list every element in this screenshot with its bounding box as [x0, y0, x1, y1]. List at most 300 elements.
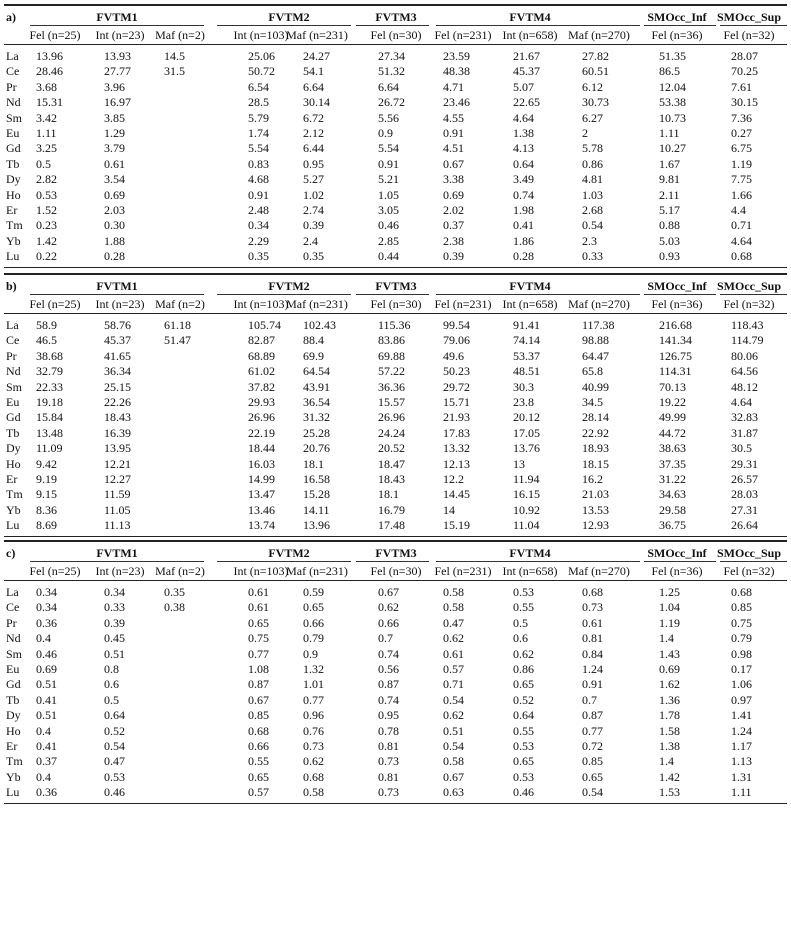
table-cell: 1.42 — [659, 769, 680, 784]
group-header: FVTM3 — [375, 546, 417, 560]
table-cell: 11.05 — [104, 502, 131, 517]
element-label: Gd — [6, 410, 21, 425]
table-cell: 0.37 — [36, 754, 57, 769]
table-cell: 7.75 — [731, 172, 752, 187]
table-cell: 3.96 — [104, 79, 125, 94]
table-cell: 1.52 — [36, 203, 57, 217]
table-cell: 0.83 — [248, 156, 269, 171]
table-cell: 31.22 — [659, 472, 686, 486]
table-cell: 18.15 — [582, 456, 609, 471]
table-cell: 98.88 — [582, 333, 609, 348]
table-cell: 16.03 — [248, 456, 275, 471]
table-cell: 18.47 — [378, 456, 405, 471]
table-cell: 0.68 — [248, 723, 269, 738]
table-cell: 37.82 — [248, 379, 275, 394]
table-cell: 13.96 — [303, 518, 330, 533]
table-cell: 0.53 — [36, 187, 57, 202]
group-header: FVTM1 — [96, 10, 138, 24]
column-subheader: Fel (n=25) — [29, 564, 81, 578]
table-cell: 0.77 — [248, 646, 269, 661]
table-cell: 0.62 — [303, 754, 324, 769]
element-label: Yb — [6, 769, 21, 784]
table-cell: 20.12 — [513, 410, 540, 425]
table-cell: 1.01 — [303, 677, 324, 692]
column-subheader: Int (n=103) — [233, 564, 289, 578]
table-cell: 0.61 — [248, 585, 269, 599]
element-label: Eu — [6, 662, 20, 676]
table-cell: 18.44 — [248, 441, 275, 456]
table-cell: 0.36 — [36, 615, 57, 630]
table-cell: 65.8 — [582, 364, 603, 379]
table-cell: 64.47 — [582, 348, 609, 363]
table-cell: 0.30 — [104, 218, 125, 233]
table-cell: 6.27 — [582, 110, 603, 125]
table-cell: 4.68 — [248, 172, 269, 187]
table-cell: 51.35 — [659, 49, 686, 63]
column-subheader: Int (n=658) — [502, 297, 558, 311]
table-cell: 1.78 — [659, 708, 680, 723]
table-cell: 61.02 — [248, 364, 275, 379]
table-cell: 2.82 — [36, 172, 57, 187]
table-cell: 74.14 — [513, 333, 540, 348]
table-cell: 0.64 — [513, 708, 534, 723]
table-cell: 0.68 — [582, 585, 603, 599]
table-cell: 118.43 — [731, 318, 764, 332]
table-cell: 9.19 — [36, 472, 57, 486]
table-cell: 20.52 — [378, 441, 405, 456]
table-cell: 14.99 — [248, 472, 275, 486]
table-cell: 0.5 — [104, 692, 119, 707]
table-cell: 3.05 — [378, 203, 399, 217]
table-cell: 45.37 — [104, 333, 131, 348]
table-cell: 0.51 — [36, 708, 57, 723]
table-cell: 0.74 — [378, 692, 399, 707]
table-cell: 0.66 — [248, 739, 269, 753]
table-cell: 0.67 — [443, 769, 464, 784]
table-cell: 0.95 — [378, 708, 399, 723]
table-panel-a — [4, 4, 787, 273]
table-cell: 0.52 — [513, 692, 534, 707]
table-cell: 0.54 — [582, 785, 603, 800]
group-underline — [217, 25, 351, 26]
table-cell: 0.34 — [36, 600, 57, 615]
table-cell: 0.65 — [303, 600, 324, 615]
table-cell: 0.46 — [104, 785, 125, 800]
table-cell: 64.56 — [731, 364, 758, 379]
table-cell: 14.5 — [164, 49, 185, 63]
group-underline — [356, 25, 429, 26]
table-cell: 30.14 — [303, 95, 330, 110]
table-cell: 0.73 — [378, 785, 399, 800]
column-subheader: Fel (n=30) — [370, 297, 422, 311]
column-subheader: Maf (n=2) — [155, 297, 205, 311]
table-cell: 0.65 — [582, 769, 603, 784]
table-cell: 3.68 — [36, 79, 57, 94]
table-cell: 22.92 — [582, 425, 609, 440]
column-subheader: Fel (n=25) — [29, 297, 81, 311]
table-cell: 0.67 — [248, 692, 269, 707]
table-cell: 0.81 — [378, 769, 399, 784]
panel-label: a) — [6, 10, 16, 24]
table-cell: 0.33 — [582, 249, 603, 264]
element-label: Dy — [6, 708, 21, 723]
table-cell: 0.58 — [443, 600, 464, 615]
table-cell: 32.83 — [731, 410, 758, 425]
table-cell: 0.65 — [248, 769, 269, 784]
table-cell: 12.2 — [443, 472, 464, 486]
table-cell: 36.34 — [104, 364, 131, 379]
element-label: Pr — [6, 79, 17, 94]
table-cell: 0.73 — [582, 600, 603, 615]
table-cell: 0.54 — [104, 739, 125, 753]
table-cell: 2.3 — [582, 233, 597, 248]
table-cell: 1.05 — [378, 187, 399, 202]
table-cell: 1.74 — [248, 126, 269, 140]
group-header: FVTM2 — [268, 546, 310, 560]
table-cell: 1.88 — [104, 233, 125, 248]
table-cell: 80.06 — [731, 348, 758, 363]
table-cell: 0.59 — [303, 585, 324, 599]
table-cell: 0.38 — [164, 600, 185, 615]
table-cell: 17.05 — [513, 425, 540, 440]
table-cell: 0.53 — [104, 769, 125, 784]
group-underline — [644, 561, 716, 562]
table-cell: 0.7 — [582, 692, 597, 707]
table-cell: 126.75 — [659, 348, 692, 363]
table-cell: 31.32 — [303, 410, 330, 425]
element-label: Nd — [6, 631, 21, 646]
table-cell: 2.29 — [248, 233, 269, 248]
panel-label: b) — [6, 279, 17, 293]
table-cell: 6.44 — [303, 141, 324, 156]
group-header: FVTM1 — [96, 546, 138, 560]
table-cell: 1.11 — [659, 126, 680, 140]
table-cell: 0.35 — [303, 249, 324, 264]
table-cell: 0.61 — [248, 600, 269, 615]
table-cell: 48.51 — [513, 364, 540, 379]
table-cell: 0.65 — [513, 754, 534, 769]
table-cell: 1.06 — [731, 677, 752, 692]
table-cell: 0.34 — [36, 585, 57, 599]
table-cell: 21.03 — [582, 487, 609, 502]
table-cell: 16.97 — [104, 95, 131, 110]
table-cell: 26.72 — [378, 95, 405, 110]
table-cell: 69.88 — [378, 348, 405, 363]
column-subheader: Int (n=103) — [233, 28, 289, 42]
table-cell: 16.2 — [582, 472, 603, 486]
column-subheader: Maf (n=2) — [155, 28, 205, 42]
table-cell: 0.35 — [248, 249, 269, 264]
element-label: Eu — [6, 395, 20, 409]
table-cell: 69.9 — [303, 348, 324, 363]
table-cell: 3.42 — [36, 110, 57, 125]
column-subheader: Int (n=23) — [95, 297, 145, 311]
table-cell: 0.85 — [582, 754, 603, 769]
group-underline — [436, 25, 640, 26]
element-label: Tb — [6, 425, 20, 440]
table-cell: 216.68 — [659, 318, 692, 332]
table-cell: 31.87 — [731, 425, 758, 440]
table-cell: 0.58 — [303, 785, 324, 800]
table-cell: 0.91 — [582, 677, 603, 692]
table-cell: 1.42 — [36, 233, 57, 248]
table-cell: 6.64 — [303, 79, 324, 94]
table-cell: 51.32 — [378, 64, 405, 79]
column-subheader: Fel (n=32) — [723, 28, 775, 42]
table-cell: 0.74 — [378, 646, 399, 661]
element-label: Pr — [6, 348, 17, 363]
table-cell: 0.68 — [731, 249, 752, 264]
table-cell: 53.38 — [659, 95, 686, 110]
table-cell: 28.07 — [731, 49, 758, 63]
table-cell: 0.55 — [513, 600, 534, 615]
table-cell: 0.73 — [378, 754, 399, 769]
table-cell: 1.62 — [659, 677, 680, 692]
group-underline — [356, 294, 429, 295]
table-cell: 99.54 — [443, 318, 470, 332]
table-cell: 0.55 — [513, 723, 534, 738]
table-cell: 0.62 — [443, 708, 464, 723]
table-cell: 7.36 — [731, 110, 752, 125]
table-cell: 38.63 — [659, 441, 686, 456]
table-cell: 1.24 — [731, 723, 752, 738]
table-cell: 17.48 — [378, 518, 405, 533]
element-label: Pr — [6, 615, 17, 630]
table-cell: 141.34 — [659, 333, 692, 348]
element-label: Sm — [6, 110, 23, 125]
table-cell: 1.4 — [659, 754, 674, 769]
table-cell: 0.22 — [36, 249, 57, 264]
table-cell: 48.12 — [731, 379, 758, 394]
table-cell: 0.87 — [378, 677, 399, 692]
element-label: Tm — [6, 487, 23, 502]
table-cell: 21.93 — [443, 410, 470, 425]
column-subheader: Fel (n=36) — [651, 564, 703, 578]
table-cell: 0.77 — [582, 723, 603, 738]
table-cell: 86.5 — [659, 64, 680, 79]
table-cell: 0.47 — [443, 615, 464, 630]
table-panel-c — [4, 540, 787, 809]
table-cell: 0.33 — [104, 600, 125, 615]
element-label: Er — [6, 739, 18, 753]
group-header: SMOcc_Sup — [716, 279, 781, 293]
table-cell: 18.1 — [378, 487, 399, 502]
table-cell: 0.78 — [378, 723, 399, 738]
table-cell: 22.26 — [104, 395, 131, 409]
table-cell: 45.37 — [513, 64, 540, 79]
table-cell: 1.4 — [659, 631, 674, 646]
table-cell: 2.03 — [104, 203, 125, 217]
table-cell: 24.27 — [303, 49, 330, 63]
column-subheader: Maf (n=270) — [568, 28, 630, 42]
table-cell: 15.28 — [303, 487, 330, 502]
table-cell: 26.57 — [731, 472, 758, 486]
table-cell: 44.72 — [659, 425, 686, 440]
table-cell: 1.11 — [731, 785, 752, 800]
table-cell: 13 — [513, 456, 525, 471]
table-cell: 1.17 — [731, 739, 752, 753]
column-subheader: Fel (n=30) — [370, 28, 422, 42]
table-cell: 9.15 — [36, 487, 57, 502]
table-cell: 1.38 — [659, 739, 680, 753]
table-cell: 0.85 — [731, 600, 752, 615]
table-cell: 0.23 — [36, 218, 57, 233]
group-header: SMOcc_Sup — [716, 10, 781, 24]
table-cell: 7.61 — [731, 79, 752, 94]
table-cell: 0.66 — [303, 615, 324, 630]
table-cell: 0.4 — [36, 631, 51, 646]
column-subheader: Maf (n=231) — [286, 564, 348, 578]
table-cell: 30.5 — [731, 441, 752, 456]
table-cell: 12.93 — [582, 518, 609, 533]
table-cell: 0.47 — [104, 754, 125, 769]
table-cell: 29.58 — [659, 502, 686, 517]
table-cell: 4.64 — [731, 395, 752, 409]
table-cell: 30.15 — [731, 95, 758, 110]
table-cell: 70.13 — [659, 379, 686, 394]
table-cell: 4.64 — [731, 233, 752, 248]
element-label: La — [6, 318, 19, 332]
table-cell: 22.19 — [248, 425, 275, 440]
table-cell: 4.64 — [513, 110, 534, 125]
table-cell: 2.12 — [303, 126, 324, 140]
table-cell: 0.28 — [513, 249, 534, 264]
group-underline — [30, 25, 204, 26]
group-header: FVTM4 — [509, 10, 551, 24]
table-cell: 30.73 — [582, 95, 609, 110]
table-cell: 36.54 — [303, 395, 330, 409]
table-cell: 16.39 — [104, 425, 131, 440]
table-cell: 0.53 — [513, 769, 534, 784]
element-label: Gd — [6, 677, 21, 692]
table-cell: 0.36 — [36, 785, 57, 800]
table-cell: 3.54 — [104, 172, 125, 187]
table-cell: 4.51 — [443, 141, 464, 156]
table-cell: 13.96 — [36, 49, 63, 63]
element-label: Er — [6, 472, 18, 486]
table-cell: 4.13 — [513, 141, 534, 156]
table-cell: 0.64 — [513, 156, 534, 171]
table-cell: 0.98 — [731, 646, 752, 661]
column-subheader: Fel (n=32) — [723, 564, 775, 578]
table-cell: 2.11 — [659, 187, 680, 202]
table-cell: 27.82 — [582, 49, 609, 63]
table-cell: 0.35 — [164, 585, 185, 599]
top-rule — [4, 4, 787, 6]
table-cell: 37.35 — [659, 456, 686, 471]
table-cell: 1.25 — [659, 585, 680, 599]
table-cell: 13.95 — [104, 441, 131, 456]
table-cell: 0.93 — [659, 249, 680, 264]
table-cell: 0.79 — [731, 631, 752, 646]
group-header: SMOcc_Sup — [716, 546, 781, 560]
column-subheader: Int (n=23) — [95, 564, 145, 578]
table-cell: 2.02 — [443, 203, 464, 217]
element-label: Nd — [6, 95, 21, 110]
table-cell: 3.38 — [443, 172, 464, 187]
table-cell: 31.5 — [164, 64, 185, 79]
element-label: Sm — [6, 379, 23, 394]
table-cell: 0.51 — [443, 723, 464, 738]
table-cell: 4.81 — [582, 172, 603, 187]
table-cell: 0.95 — [303, 156, 324, 171]
table-cell: 0.88 — [659, 218, 680, 233]
table-cell: 0.27 — [731, 126, 752, 140]
table-cell: 0.75 — [248, 631, 269, 646]
table-cell: 0.39 — [303, 218, 324, 233]
table-cell: 38.68 — [36, 348, 63, 363]
table-cell: 0.6 — [513, 631, 528, 646]
table-cell: 18.93 — [582, 441, 609, 456]
table-cell: 58.76 — [104, 318, 131, 332]
table-cell: 22.65 — [513, 95, 540, 110]
table-cell: 0.53 — [513, 739, 534, 753]
table-cell: 14 — [443, 502, 455, 517]
table-cell: 14.11 — [303, 502, 330, 517]
column-subheader: Fel (n=231) — [434, 28, 492, 42]
table-cell: 2.4 — [303, 233, 318, 248]
table-cell: 12.13 — [443, 456, 470, 471]
table-cell: 0.54 — [443, 739, 464, 753]
table-cell: 26.96 — [378, 410, 405, 425]
table-cell: 0.44 — [378, 249, 399, 264]
table-cell: 0.46 — [378, 218, 399, 233]
table-cell: 15.57 — [378, 395, 405, 409]
table-cell: 34.5 — [582, 395, 603, 409]
table-cell: 0.37 — [443, 218, 464, 233]
group-header: FVTM2 — [268, 10, 310, 24]
element-label: Tb — [6, 156, 20, 171]
table-cell: 4.55 — [443, 110, 464, 125]
table-cell: 0.65 — [513, 677, 534, 692]
table-cell: 1.36 — [659, 692, 680, 707]
table-cell: 11.94 — [513, 472, 540, 486]
table-cell: 50.23 — [443, 364, 470, 379]
table-cell: 10.73 — [659, 110, 686, 125]
table-cell: 0.69 — [36, 662, 57, 676]
column-subheader: Int (n=658) — [502, 564, 558, 578]
table-cell: 0.62 — [378, 600, 399, 615]
table-cell: 0.77 — [303, 692, 324, 707]
column-subheader: Fel (n=32) — [723, 297, 775, 311]
table-cell: 1.43 — [659, 646, 680, 661]
table-cell: 18.1 — [303, 456, 324, 471]
table-cell: 0.74 — [513, 187, 534, 202]
table-cell: 0.97 — [731, 692, 752, 707]
column-subheader: Maf (n=270) — [568, 564, 630, 578]
table-cell: 0.51 — [36, 677, 57, 692]
table-cell: 27.31 — [731, 502, 758, 517]
table-cell: 2.68 — [582, 203, 603, 217]
table-cell: 12.27 — [104, 472, 131, 486]
column-subheader: Maf (n=2) — [155, 564, 205, 578]
element-label: Yb — [6, 233, 21, 248]
table-cell: 14.45 — [443, 487, 470, 502]
table-cell: 27.34 — [378, 49, 405, 63]
table-cell: 13.76 — [513, 441, 540, 456]
table-cell: 19.22 — [659, 395, 686, 409]
column-subheader: Fel (n=36) — [651, 297, 703, 311]
table-cell: 0.45 — [104, 631, 125, 646]
element-label: La — [6, 49, 19, 63]
table-cell: 12.04 — [659, 79, 686, 94]
table-cell: 1.04 — [659, 600, 680, 615]
element-label: Ce — [6, 600, 20, 615]
table-cell: 0.57 — [443, 662, 464, 676]
table-cell: 0.57 — [248, 785, 269, 800]
table-cell: 1.53 — [659, 785, 680, 800]
table-cell: 25.06 — [248, 49, 275, 63]
